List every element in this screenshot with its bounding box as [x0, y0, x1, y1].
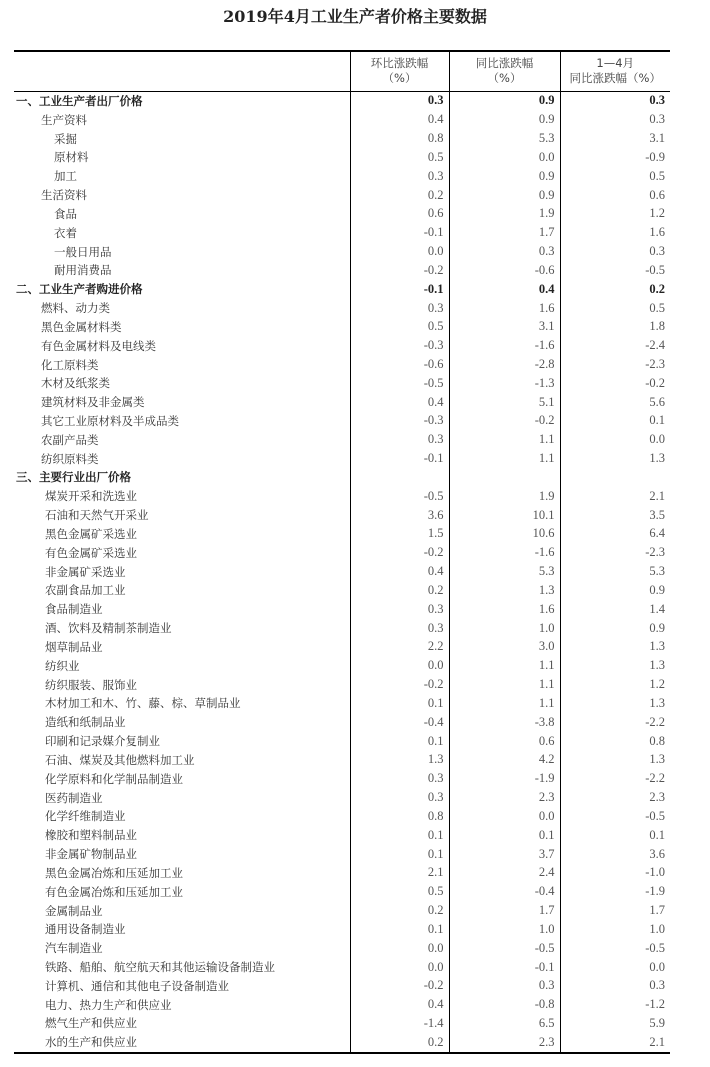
table-row	[14, 638, 670, 657]
yoy-value: 1.3	[449, 581, 560, 600]
row-label: 电力、热力生产和供应业	[14, 995, 350, 1014]
yoy-value: -0.6	[449, 261, 560, 280]
mom-value: 0.8	[350, 807, 449, 826]
yoy-value: 1.7	[449, 901, 560, 920]
mom-value: 0.5	[350, 882, 449, 901]
row-label: 农副食品加工业	[14, 581, 350, 600]
table-row	[14, 939, 670, 958]
row-label: 化工原料类	[14, 355, 350, 374]
table-row	[14, 430, 670, 449]
table-row	[14, 543, 670, 562]
table-header-row	[14, 51, 670, 91]
yoy-value: 0.0	[449, 148, 560, 167]
row-label: 其它工业原材料及半成品类	[14, 412, 350, 431]
mom-value: -0.5	[350, 487, 449, 506]
yoy-value	[449, 468, 560, 487]
row-label: 建筑材料及非金属类	[14, 393, 350, 412]
mom-value: 0.4	[350, 995, 449, 1014]
table-row	[14, 242, 670, 261]
table-row	[14, 995, 670, 1014]
yoy-value: -1.9	[449, 769, 560, 788]
row-label: 加工	[14, 167, 350, 186]
yoy-value: -3.8	[449, 713, 560, 732]
yoy-value: 3.7	[449, 845, 560, 864]
table-row	[14, 581, 670, 600]
mom-value: 3.6	[350, 506, 449, 525]
mom-value: 0.1	[350, 694, 449, 713]
mom-value: 0.3	[350, 788, 449, 807]
row-label: 黑色金属冶炼和压延加工业	[14, 863, 350, 882]
table-row	[14, 675, 670, 694]
row-label: 橡胶和塑料制品业	[14, 826, 350, 845]
mom-value: 0.1	[350, 732, 449, 751]
section-row	[14, 91, 670, 110]
ytd-value: -1.0	[645, 865, 665, 880]
mom-value: 0.5	[350, 317, 449, 336]
ytd-value: -2.3	[645, 357, 665, 371]
mom-value: -0.6	[350, 355, 449, 374]
row-label: 黑色金属材料类	[14, 317, 350, 336]
mom-value: -0.1	[350, 449, 449, 468]
ytd-value: 0.5	[649, 300, 665, 315]
ytd-value: -2.2	[645, 714, 665, 729]
row-label: 食品制造业	[14, 600, 350, 619]
mom-value: -0.2	[350, 675, 449, 694]
row-label: 有色金属冶炼和压延加工业	[14, 882, 350, 901]
row-label: 二、工业生产者购进价格	[14, 280, 350, 299]
yoy-value: 1.1	[449, 449, 560, 468]
ytd-value: 0.1	[649, 413, 665, 428]
ytd-value	[560, 468, 670, 487]
ytd-value: 1.4	[649, 601, 665, 616]
table-row	[14, 110, 670, 129]
yoy-value: 1.1	[449, 656, 560, 675]
table-row	[14, 619, 670, 638]
yoy-value: 0.1	[449, 826, 560, 845]
row-label: 衣着	[14, 223, 350, 242]
ytd-value: 1.2	[649, 677, 665, 692]
yoy-value: 2.3	[449, 788, 560, 807]
row-label: 耐用消费品	[14, 261, 350, 280]
row-label: 煤炭开采和洗选业	[14, 487, 350, 506]
row-label: 计算机、通信和其他电子设备制造业	[14, 976, 350, 995]
ytd-value: 5.6	[649, 394, 665, 409]
ytd-value: 1.3	[649, 658, 665, 673]
yoy-value: 0.6	[449, 732, 560, 751]
ytd-value: 3.1	[649, 131, 665, 146]
ytd-value: 0.0	[649, 959, 665, 974]
mom-value: 0.8	[350, 129, 449, 148]
table-row	[14, 958, 670, 977]
header-ytd	[560, 51, 670, 91]
row-label: 纺织业	[14, 656, 350, 675]
header-ytd-period: 1—4月	[596, 56, 635, 71]
table-row	[14, 713, 670, 732]
table-row	[14, 393, 670, 412]
table-row	[14, 186, 670, 205]
mom-value: 0.3	[350, 619, 449, 638]
row-label: 食品	[14, 204, 350, 223]
mom-value: 0.3	[350, 91, 449, 110]
ytd-value: -0.5	[645, 262, 665, 277]
table-row	[14, 223, 670, 242]
header-yoy-unit: （%）	[487, 71, 522, 86]
table-row	[14, 355, 670, 374]
mom-value: 0.2	[350, 581, 449, 600]
ytd-value: 1.8	[649, 319, 665, 334]
table-row	[14, 920, 670, 939]
ytd-value: 2.3	[649, 790, 665, 805]
row-label: 医药制造业	[14, 788, 350, 807]
row-label: 水的生产和供应业	[14, 1033, 350, 1053]
row-label: 农副产品类	[14, 430, 350, 449]
ytd-value: 0.9	[649, 582, 665, 597]
table-row	[14, 826, 670, 845]
mom-value: 0.2	[350, 1033, 449, 1053]
row-label: 纺织原料类	[14, 449, 350, 468]
yoy-value: 0.9	[449, 167, 560, 186]
mom-value: -1.4	[350, 1014, 449, 1033]
mom-value: -0.4	[350, 713, 449, 732]
ytd-value: 5.3	[649, 564, 665, 579]
mom-value: 1.3	[350, 750, 449, 769]
row-label: 生活资料	[14, 186, 350, 205]
row-label: 汽车制造业	[14, 939, 350, 958]
header-mom	[350, 51, 449, 91]
yoy-value: 6.5	[449, 1014, 560, 1033]
yoy-value: -0.1	[449, 958, 560, 977]
yoy-value: 1.1	[449, 694, 560, 713]
yoy-value: 5.3	[449, 562, 560, 581]
yoy-value: 1.1	[449, 430, 560, 449]
ytd-value: -2.4	[645, 338, 665, 353]
ytd-value: 1.0	[649, 921, 665, 936]
mom-value: 0.5	[350, 148, 449, 167]
mom-value: 0.0	[350, 656, 449, 675]
yoy-value: -0.2	[449, 412, 560, 431]
ytd-value: 0.3	[649, 244, 665, 259]
table-row	[14, 882, 670, 901]
mom-value: -0.2	[350, 261, 449, 280]
mom-value: 0.1	[350, 826, 449, 845]
mom-value: 0.6	[350, 204, 449, 223]
mom-value: 0.3	[350, 167, 449, 186]
yoy-value: 0.3	[449, 976, 560, 995]
row-label: 造纸和纸制品业	[14, 713, 350, 732]
mom-value: 0.3	[350, 600, 449, 619]
yoy-value: 1.9	[449, 204, 560, 223]
mom-value: -0.2	[350, 543, 449, 562]
table-row	[14, 656, 670, 675]
header-item	[14, 51, 350, 91]
table-row	[14, 148, 670, 167]
header-ytd-label: 同比涨跌幅（%）	[569, 71, 661, 86]
table-row	[14, 525, 670, 544]
mom-value: 0.4	[350, 562, 449, 581]
row-label: 石油、煤炭及其他燃料加工业	[14, 750, 350, 769]
mom-value: 0.0	[350, 958, 449, 977]
mom-value: 2.2	[350, 638, 449, 657]
ytd-value: 0.2	[649, 281, 665, 296]
table-row	[14, 299, 670, 318]
row-label: 一般日用品	[14, 242, 350, 261]
yoy-value: 0.4	[449, 280, 560, 299]
ytd-value: -2.2	[645, 771, 665, 786]
row-label: 生产资料	[14, 110, 350, 129]
yoy-value: 0.9	[449, 110, 560, 129]
yoy-value: 2.4	[449, 863, 560, 882]
ytd-value: 0.5	[649, 168, 665, 183]
table-body	[14, 91, 670, 1053]
yoy-value: 0.9	[449, 91, 560, 110]
header-yoy	[449, 51, 560, 91]
table-row	[14, 807, 670, 826]
table-row	[14, 487, 670, 506]
yoy-value: 0.9	[449, 186, 560, 205]
mom-value: 2.1	[350, 863, 449, 882]
ytd-value: 2.1	[649, 488, 665, 503]
mom-value: 0.4	[350, 393, 449, 412]
ytd-value: 2.1	[560, 1033, 670, 1053]
yoy-value: 1.0	[449, 920, 560, 939]
mom-value: 0.3	[350, 299, 449, 318]
header-mom-label: 环比涨跌幅	[370, 56, 429, 71]
ytd-value: 1.6	[649, 225, 665, 240]
ytd-value: 0.0	[649, 432, 665, 447]
section-row	[14, 280, 670, 299]
table-row	[14, 129, 670, 148]
table-row	[14, 750, 670, 769]
table-row	[14, 374, 670, 393]
table-row	[14, 204, 670, 223]
mom-value: 0.4	[350, 110, 449, 129]
ytd-value: 6.4	[649, 526, 665, 541]
row-label: 酒、饮料及精制茶制造业	[14, 619, 350, 638]
mom-value: -0.5	[350, 374, 449, 393]
ytd-value: -0.5	[645, 808, 665, 823]
table-row	[14, 317, 670, 336]
yoy-value: 1.6	[449, 600, 560, 619]
header-yoy-label: 同比涨跌幅	[475, 56, 534, 71]
table-row	[14, 845, 670, 864]
table-row	[14, 562, 670, 581]
row-label: 一、工业生产者出厂价格	[14, 91, 350, 110]
ytd-value: 1.7	[649, 903, 665, 918]
row-label: 有色金属矿采选业	[14, 543, 350, 562]
row-label: 非金属矿采选业	[14, 562, 350, 581]
mom-value: 0.1	[350, 920, 449, 939]
ytd-value: -0.9	[645, 149, 665, 164]
row-label: 非金属矿物制品业	[14, 845, 350, 864]
yoy-value: -1.3	[449, 374, 560, 393]
table-row	[14, 1014, 670, 1033]
ytd-value: 1.3	[649, 695, 665, 710]
table-row	[14, 261, 670, 280]
mom-value: 0.2	[350, 901, 449, 920]
mom-value: -0.2	[350, 976, 449, 995]
row-label: 原材料	[14, 148, 350, 167]
row-label: 石油和天然气开采业	[14, 506, 350, 525]
yoy-value: 5.1	[449, 393, 560, 412]
yoy-value: 0.3	[449, 242, 560, 261]
row-label: 燃气生产和供应业	[14, 1014, 350, 1033]
yoy-value: -2.8	[449, 355, 560, 374]
yoy-value: -0.4	[449, 882, 560, 901]
ytd-value: 1.3	[649, 451, 665, 466]
row-label: 有色金属材料及电线类	[14, 336, 350, 355]
table-row	[14, 732, 670, 751]
yoy-value: 1.9	[449, 487, 560, 506]
ytd-value: 1.3	[649, 639, 665, 654]
yoy-value: -1.6	[449, 543, 560, 562]
ytd-value: 0.3	[649, 978, 665, 993]
mom-value: 0.3	[350, 769, 449, 788]
row-label: 化学原料和化学制品制造业	[14, 769, 350, 788]
row-label: 三、主要行业出厂价格	[14, 468, 350, 487]
ytd-value: 0.1	[649, 827, 665, 842]
yoy-value: 10.1	[449, 506, 560, 525]
ytd-value: 5.9	[649, 1015, 665, 1030]
row-label: 通用设备制造业	[14, 920, 350, 939]
ytd-value: 0.3	[649, 93, 665, 108]
row-label: 纺织服装、服饰业	[14, 675, 350, 694]
yoy-value: 1.1	[449, 675, 560, 694]
yoy-value: 4.2	[449, 750, 560, 769]
ytd-value: 0.6	[649, 187, 665, 202]
mom-value: 1.5	[350, 525, 449, 544]
mom-value: 0.1	[350, 845, 449, 864]
ytd-value: 1.2	[649, 206, 665, 221]
table-row	[14, 449, 670, 468]
ytd-value: 0.8	[649, 733, 665, 748]
ytd-value: 0.9	[649, 620, 665, 635]
mom-value: -0.3	[350, 412, 449, 431]
row-label: 黑色金属矿采选业	[14, 525, 350, 544]
yoy-value: 1.0	[449, 619, 560, 638]
ytd-value: -0.5	[645, 940, 665, 955]
row-label: 木材及纸浆类	[14, 374, 350, 393]
ytd-value: -2.3	[645, 545, 665, 560]
table-row	[14, 412, 670, 431]
table-row	[14, 863, 670, 882]
ytd-value: 1.3	[649, 752, 665, 767]
table-row	[14, 506, 670, 525]
row-label: 采掘	[14, 129, 350, 148]
header-mom-unit: （%）	[382, 71, 417, 86]
page-title: 2019年4月工业生产者价格主要数据	[223, 7, 487, 26]
mom-value: 0.0	[350, 242, 449, 261]
ytd-value: 3.6	[649, 846, 665, 861]
table-row	[14, 600, 670, 619]
mom-value: -0.1	[350, 280, 449, 299]
mom-value: -0.1	[350, 223, 449, 242]
row-label: 化学纤维制造业	[14, 807, 350, 826]
yoy-value: 3.1	[449, 317, 560, 336]
table-row	[14, 694, 670, 713]
row-label: 印刷和记录媒介复制业	[14, 732, 350, 751]
mom-value: 0.3	[350, 430, 449, 449]
ytd-value: -1.2	[645, 997, 665, 1012]
price-data-table	[14, 50, 670, 1054]
mom-value: -0.3	[350, 336, 449, 355]
row-label: 烟草制品业	[14, 638, 350, 657]
row-label: 木材加工和木、竹、藤、棕、草制品业	[14, 694, 350, 713]
table-row	[14, 976, 670, 995]
section-row	[14, 468, 670, 487]
yoy-value: 3.0	[449, 638, 560, 657]
mom-value: 0.0	[350, 939, 449, 958]
yoy-value: -0.8	[449, 995, 560, 1014]
row-label: 燃料、动力类	[14, 299, 350, 318]
ytd-value: 3.5	[649, 507, 665, 522]
yoy-value: -1.6	[449, 336, 560, 355]
table-row	[14, 769, 670, 788]
mom-value	[350, 468, 449, 487]
row-label: 铁路、船舶、航空航天和其他运输设备制造业	[14, 958, 350, 977]
table-row	[14, 167, 670, 186]
yoy-value: -0.5	[449, 939, 560, 958]
yoy-value: 10.6	[449, 525, 560, 544]
mom-value: 0.2	[350, 186, 449, 205]
row-label: 金属制品业	[14, 901, 350, 920]
yoy-value: 0.0	[449, 807, 560, 826]
ytd-value: -1.9	[645, 884, 665, 899]
yoy-value: 5.3	[449, 129, 560, 148]
table-row	[14, 788, 670, 807]
table-row	[14, 901, 670, 920]
yoy-value: 2.3	[449, 1033, 560, 1053]
yoy-value: 1.7	[449, 223, 560, 242]
ytd-value: 0.3	[649, 112, 665, 127]
yoy-value: 1.6	[449, 299, 560, 318]
ytd-value: -0.2	[645, 375, 665, 390]
table-row	[14, 336, 670, 355]
table-row	[14, 1033, 670, 1053]
